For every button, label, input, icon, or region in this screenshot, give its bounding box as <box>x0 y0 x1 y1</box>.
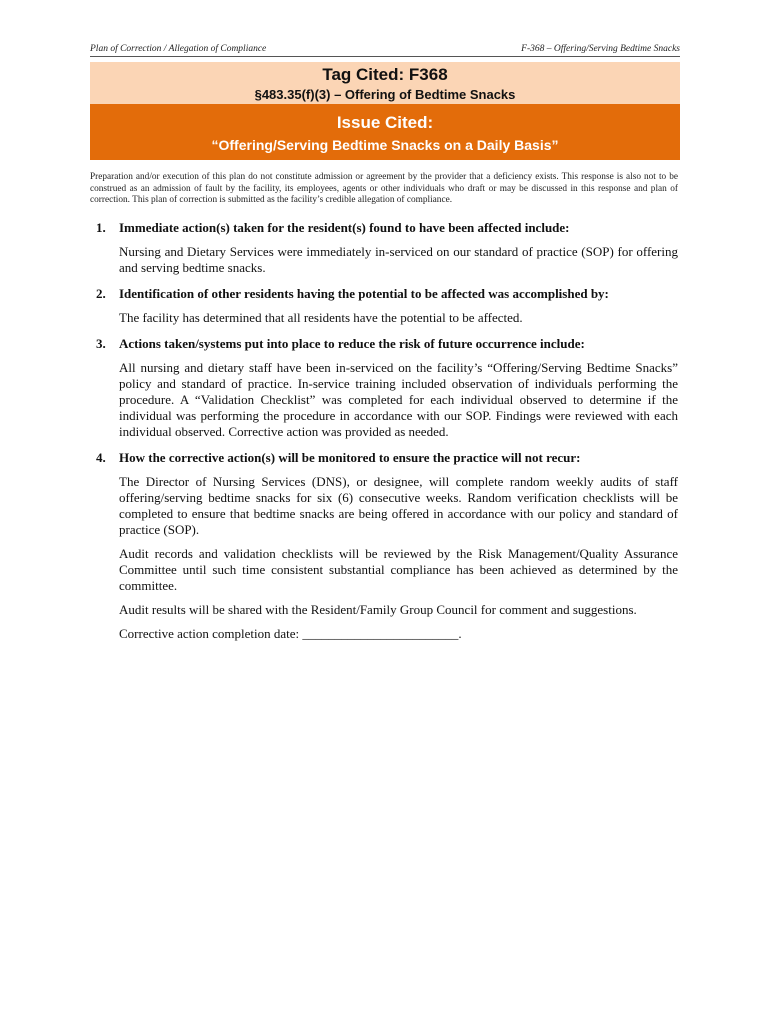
tag-cited-box <box>90 62 680 104</box>
item-heading: Immediate action(s) taken for the resident(s) found to have been affected include: <box>119 220 570 235</box>
header-right: F-368 – Offering/Serving Bedtime Snacks <box>521 44 680 54</box>
issue-subtitle: “Offering/Serving Bedtime Snacks on a Daily Basis” <box>211 137 559 153</box>
item-paragraph: The Director of Nursing Services (DNS), or designee, will complete random weekly audits of staff offering/serving bedtime snacks for six (6) consecutive weeks. Random verification checklists will be completed to ensure that bedtime snacks are being offered in accordance with our policy and standard of practice (SOP). <box>119 474 678 537</box>
item-paragraph: All nursing and dietary staff have been in-serviced on the facility’s “Offering/Serving Bedtime Snacks” policy and standard of practice. In-service training included observation of individuals performing the procedure. A “Validation Checklist” was completed for each individual observed to determine if the individual was performing the procedure in accordance with our SOP. Findings were reviewed with each individual observed. Corrective action was provided as needed. <box>119 360 678 439</box>
issue-title: Issue Cited: <box>336 113 434 132</box>
correction-item-3 <box>90 336 678 440</box>
item-heading: Identification of other residents having the potential to be affected was accomplished by: <box>119 286 609 301</box>
issue-cited-box <box>90 104 680 160</box>
item-number: 2. <box>96 286 106 301</box>
header-left: Plan of Correction / Allegation of Compliance <box>90 44 267 54</box>
item-heading-row <box>90 286 678 302</box>
correction-items <box>90 220 678 652</box>
item-heading: How the corrective action(s) will be monitored to ensure the practice will not recur: <box>119 450 581 465</box>
item-heading-row <box>90 450 678 466</box>
disclaimer: Preparation and/or execution of this plan do not constitute admission or agreement by the provider that a deficiency exists. This response is also not to be construed as an admission of fault by the facility, its employees, agents or other individuals who draft or may be discussed in this response and plan of correction. This plan of correction is submitted as the facility’s credible allegation of compliance. <box>90 172 678 205</box>
correction-item-4 <box>90 450 678 642</box>
correction-item-1 <box>90 220 678 276</box>
completion-date-line: Corrective action completion date: ________________________. <box>119 626 462 641</box>
item-paragraph: The facility has determined that all residents have the potential to be affected. <box>119 310 523 325</box>
running-header <box>90 44 680 57</box>
item-paragraph: Nursing and Dietary Services were immediately in-serviced on our standard of practice (SOP) for offering and serving bedtime snacks. <box>119 244 678 275</box>
item-number: 1. <box>96 220 106 235</box>
correction-item-2 <box>90 286 678 326</box>
item-number: 4. <box>96 450 106 465</box>
item-heading: Actions taken/systems put into place to reduce the risk of future occurrence include: <box>119 336 585 351</box>
item-paragraph: Audit results will be shared with the Resident/Family Group Council for comment and suggestions. <box>119 602 637 617</box>
item-heading-row <box>90 220 678 236</box>
tag-subtitle: §483.35(f)(3) – Offering of Bedtime Snacks <box>254 87 516 102</box>
item-paragraph: Audit records and validation checklists will be reviewed by the Risk Management/Quality Assurance Committee until such time consistent substantial compliance has been achieved as determined by the committee. <box>119 546 678 593</box>
item-number: 3. <box>96 336 106 351</box>
tag-title: Tag Cited: F368 <box>322 65 448 84</box>
item-heading-row <box>90 336 678 352</box>
